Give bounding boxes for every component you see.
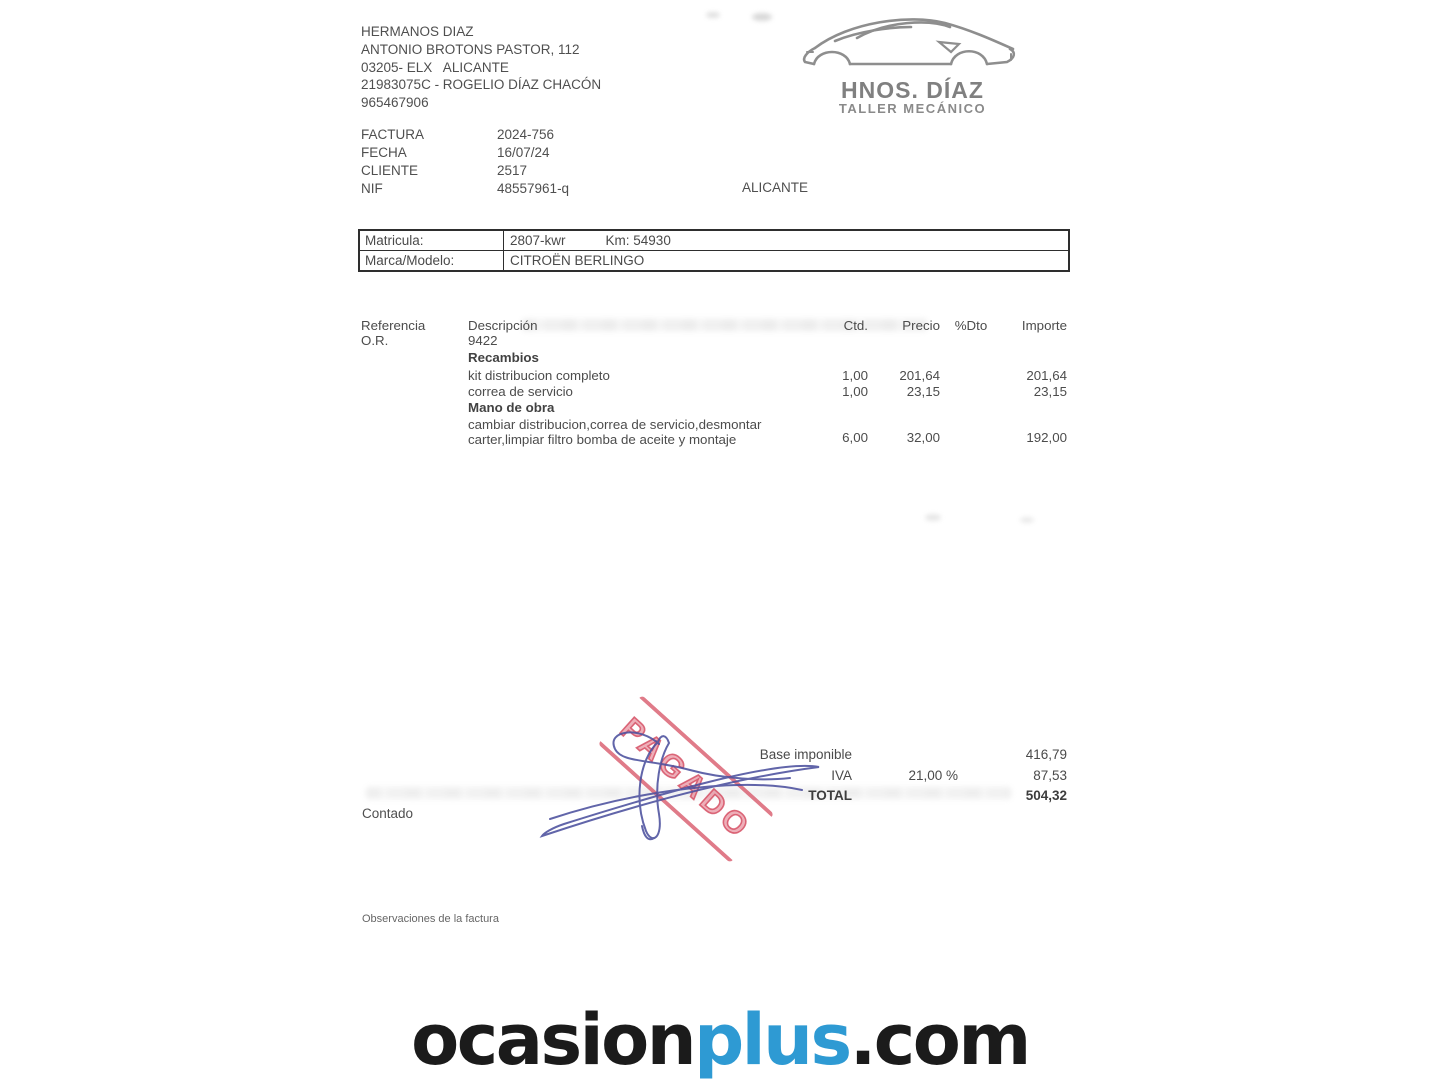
meta-row-factura [361, 126, 569, 144]
item-description-line1: cambiar distribucion,correa de servicio,desmontar [468, 417, 762, 432]
base-imponible-label: Base imponible [759, 747, 852, 762]
company-name: HERMANOS DIAZ [361, 24, 474, 39]
ocasionplus-logo [0, 999, 1440, 1080]
total-label: TOTAL [808, 788, 852, 803]
section-title: Mano de obra [468, 400, 555, 415]
header-ctd: Ctd. [843, 318, 868, 333]
logo-part-ocasion: ocasion [411, 999, 695, 1080]
iva-label: IVA [831, 768, 852, 783]
company-phone: 965467906 [361, 95, 429, 111]
company-city: 03205- ELX ALICANTE [361, 59, 509, 75]
or-row [361, 333, 1068, 349]
header-dto: %Dto [954, 318, 988, 333]
workshop-logo [795, 8, 1030, 116]
scan-smudge [706, 12, 720, 18]
client-city: ALICANTE [742, 180, 809, 195]
logo-part-com: .com [849, 999, 1029, 1080]
vehicle-row-modelo [360, 251, 1068, 270]
plate-value: 2807-kwr [510, 233, 566, 248]
total-value: 504,32 [1025, 788, 1067, 803]
item-amount: 23,15 [1033, 384, 1067, 399]
item-price: 32,00 [906, 430, 940, 445]
header-precio: Precio [902, 318, 940, 333]
item-row [361, 417, 1068, 449]
item-description [468, 417, 768, 447]
scan-smudge [1020, 517, 1034, 523]
km-value: Km: 54930 [605, 233, 671, 248]
item-amount: 201,64 [1026, 368, 1067, 383]
item-amount: 192,00 [1026, 430, 1067, 445]
meta-label: CLIENTE [361, 163, 419, 178]
item-qty: 6,00 [842, 430, 868, 445]
item-description: correa de servicio [468, 384, 573, 399]
meta-label: NIF [361, 181, 383, 196]
base-imponible-value: 416,79 [1025, 747, 1067, 762]
header-importe: Importe [1021, 318, 1067, 333]
item-qty: 1,00 [842, 384, 868, 399]
pagado-stamp: PAGADO [598, 695, 774, 863]
or-label: O.R. [361, 333, 389, 348]
section-row [361, 400, 1068, 416]
item-price: 23,15 [906, 384, 940, 399]
item-row [361, 368, 1068, 384]
logo-part-plus: plus [694, 999, 850, 1080]
item-row [361, 384, 1068, 400]
matricula-label: Matricula: [360, 231, 504, 250]
item-qty: 1,00 [842, 368, 868, 383]
logo-name: HNOS. DÍAZ [841, 77, 984, 103]
company-info [361, 23, 601, 112]
signature [538, 718, 838, 851]
payment-method: Contado [362, 806, 414, 821]
scan-smudge [752, 13, 772, 21]
header-descripcion: Descripción [468, 318, 538, 333]
company-address: ANTONIO BROTONS PASTOR, 112 [361, 41, 580, 57]
items-header-row [361, 318, 1068, 334]
iva-value: 87,53 [1033, 768, 1067, 783]
invoice-date: 16/07/24 [497, 145, 550, 160]
header-referencia: Referencia [361, 318, 426, 333]
item-price: 201,64 [899, 368, 940, 383]
meta-row-fecha [361, 144, 569, 162]
vehicle-table [358, 229, 1070, 272]
invoice-meta [361, 126, 569, 198]
meta-row-cliente [361, 162, 569, 180]
meta-label: FECHA [361, 145, 407, 160]
model-value: CITROËN BERLINGO [510, 253, 645, 268]
item-description: kit distribucion completo [468, 368, 610, 383]
meta-label: FACTURA [361, 127, 425, 142]
iva-rate: 21,00 % [908, 768, 958, 783]
scan-smudge [925, 514, 941, 521]
car-silhouette-icon [799, 61, 1027, 78]
item-description-line2: carter,limpiar filtro bomba de aceite y montaje [468, 432, 737, 447]
section-title: Recambios [468, 350, 539, 365]
vehicle-row-matricula [360, 231, 1068, 251]
client-number: 2517 [497, 163, 528, 178]
company-owner: 21983075C - ROGELIO DÍAZ CHACÓN [361, 77, 602, 93]
logo-subtitle: TALLER MECÁNICO [838, 101, 987, 116]
observations-label: Observaciones de la factura [362, 913, 499, 925]
invoice-number: 2024-756 [497, 127, 555, 142]
or-number: 9422 [468, 333, 498, 348]
client-nif: 48557961-q [497, 181, 570, 196]
modelo-label: Marca/Modelo: [360, 251, 504, 270]
section-row [361, 350, 1068, 366]
meta-row-nif [361, 180, 569, 198]
